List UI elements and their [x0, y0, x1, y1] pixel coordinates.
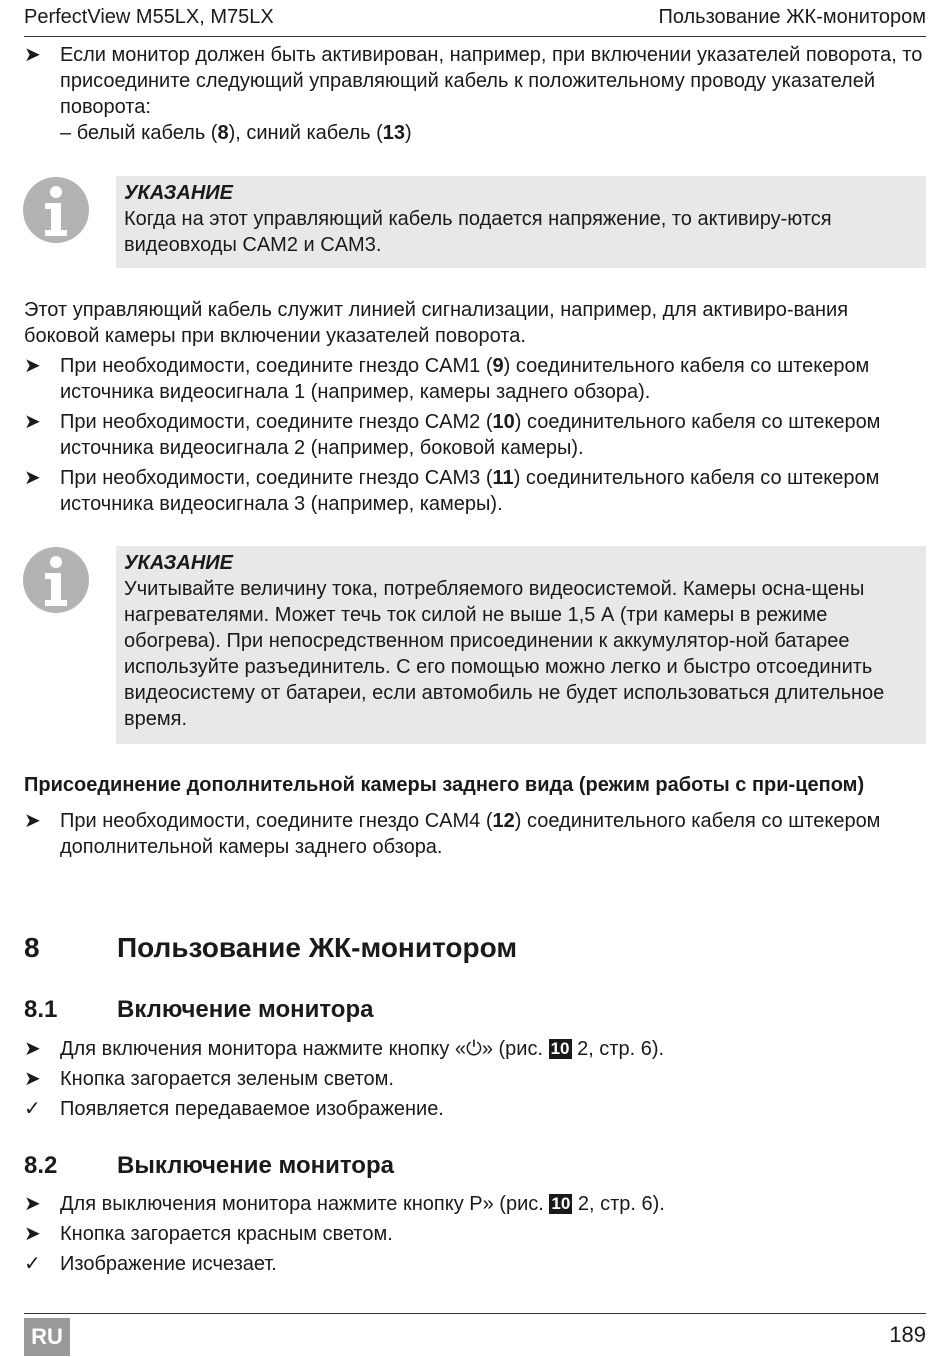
figure-ref: 10 — [550, 1039, 570, 1058]
arrow-icon: ➤ — [24, 1193, 41, 1215]
step-text: При необходимости, соедините гнездо CAM1 ( — [60, 355, 493, 377]
arrow-icon: ➤ — [24, 467, 41, 489]
step-text: Кнопка загорается зеленым светом. — [60, 1068, 394, 1090]
power-on-steps — [24, 1036, 926, 1122]
step-text: Для выключения монитора нажмите кнопку P» (рис. — [60, 1193, 550, 1215]
cable-num: 13 — [382, 122, 406, 144]
intro-step-block — [24, 42, 926, 146]
cable-list-item — [24, 120, 926, 146]
arrow-icon: ➤ — [24, 44, 41, 66]
step-text: При необходимости, соедините гнездо CAM2 ( — [60, 411, 493, 433]
step-text: Кнопка загорается красным светом. — [60, 1223, 393, 1245]
instruction-step — [24, 42, 926, 120]
result-step — [24, 1251, 926, 1277]
cable-text: белый кабель ( — [76, 122, 218, 144]
header-product: PerfectView M55LX, M75LX — [24, 6, 274, 28]
arrow-icon: ➤ — [24, 411, 41, 433]
step-text: 2, стр. 6). — [571, 1038, 665, 1060]
header-chapter: Пользование ЖК-монитором — [658, 6, 926, 28]
instruction-step — [24, 808, 926, 860]
subheading: Присоединение дополнительной камеры заднего вида (режим работы с при-цепом) — [24, 774, 865, 796]
power-off-steps — [24, 1191, 926, 1277]
cable-text: ), синий кабель ( — [228, 122, 383, 144]
page-header — [24, 6, 926, 37]
info-icon — [22, 546, 90, 614]
section-number: 8 — [24, 932, 40, 963]
page-number: 189 — [889, 1322, 926, 1347]
step-text: ) соединительного кабеля со штекером источника видеосигнала 1 (например, камеры заднего обзора). — [60, 355, 870, 403]
note-box — [116, 176, 926, 268]
arrow-icon: ➤ — [24, 810, 41, 832]
dash: – — [60, 122, 77, 144]
note-title: УКАЗАНИЕ — [124, 552, 233, 574]
step-text: Для включения монитора нажмите кнопку « — [60, 1038, 467, 1060]
arrow-icon: ➤ — [24, 1068, 41, 1090]
power-icon: ⏻ — [466, 1038, 482, 1060]
instruction-step — [24, 353, 926, 405]
trailer-camera-block — [24, 772, 926, 860]
part-number: 12 — [492, 810, 515, 832]
instruction-step — [24, 1221, 926, 1247]
check-icon: ✓ — [24, 1098, 41, 1120]
result-step — [24, 1096, 926, 1122]
paragraph: Этот управляющий кабель служит линией сигнализации, например, для активиро-вания боковой камеры при включении указателей поворота. — [24, 299, 849, 347]
language-badge: RU — [24, 1318, 70, 1356]
section-title: Пользование ЖК-монитором — [117, 932, 518, 963]
instruction-step — [24, 409, 926, 461]
note-text: Когда на этот управляющий кабель подается напряжение, то активиру-ются видеовходы CAM2 и CAM3. — [124, 208, 832, 256]
cable-text: ) — [405, 122, 412, 144]
part-number: 9 — [492, 355, 504, 377]
note-title: УКАЗАНИЕ — [124, 182, 233, 204]
result-text: Изображение исчезает. — [60, 1253, 277, 1275]
step-text: ) соединительного кабеля со штекером источника видеосигнала 3 (например, камеры). — [60, 467, 880, 515]
arrow-icon: ➤ — [24, 1038, 41, 1060]
subsection-title: Включение монитора — [117, 996, 374, 1023]
step-text: Если монитор должен быть активирован, например, при включении указателей поворота, то присоедините следующий управляющий кабель к положительному проводу указателей поворота: — [60, 44, 923, 118]
note-box — [116, 546, 926, 744]
cam-steps-block — [24, 297, 926, 517]
instruction-step — [24, 1066, 926, 1092]
step-text: 2, стр. 6). — [572, 1193, 665, 1215]
step-text: При необходимости, соедините гнездо CAM4 ( — [60, 810, 493, 832]
subsection-title: Выключение монитора — [117, 1152, 394, 1179]
step-text: При необходимости, соедините гнездо CAM3 ( — [60, 467, 493, 489]
step-text: ) соединительного кабеля со штекером источника видеосигнала 2 (например, боковой камеры). — [60, 411, 881, 459]
arrow-icon: ➤ — [24, 1223, 41, 1245]
check-icon: ✓ — [24, 1253, 41, 1275]
result-text: Появляется передаваемое изображение. — [60, 1098, 444, 1120]
instruction-step — [24, 1191, 926, 1217]
info-icon — [22, 176, 90, 244]
instruction-step — [24, 1036, 926, 1062]
part-number: 10 — [492, 411, 515, 433]
subsection-number: 8.1 — [24, 996, 58, 1023]
subsection-number: 8.2 — [24, 1152, 58, 1179]
arrow-icon: ➤ — [24, 355, 41, 377]
note-text: Учитывайте величину тока, потребляемого видеосистемой. Камеры осна-щены нагревателями. Может течь ток силой не выше 1,5 А (три камеры в режиме обогрева). При непосредственном присоединении к аккумулятор-ной батарее используйте разъединитель. С его помощью можно легко и быстро отсоединить видеосистему от батареи, если автомобиль не будет использоваться длительное время. — [124, 578, 885, 730]
cable-num: 8 — [217, 122, 229, 144]
step-text: ) соединительного кабеля со штекером дополнительной камеры заднего обзора. — [60, 810, 881, 858]
figure-ref: 10 — [551, 1194, 571, 1213]
step-text: » (рис. — [481, 1038, 549, 1060]
instruction-step — [24, 465, 926, 517]
part-number: 11 — [492, 467, 514, 489]
footer-divider — [24, 1313, 926, 1314]
